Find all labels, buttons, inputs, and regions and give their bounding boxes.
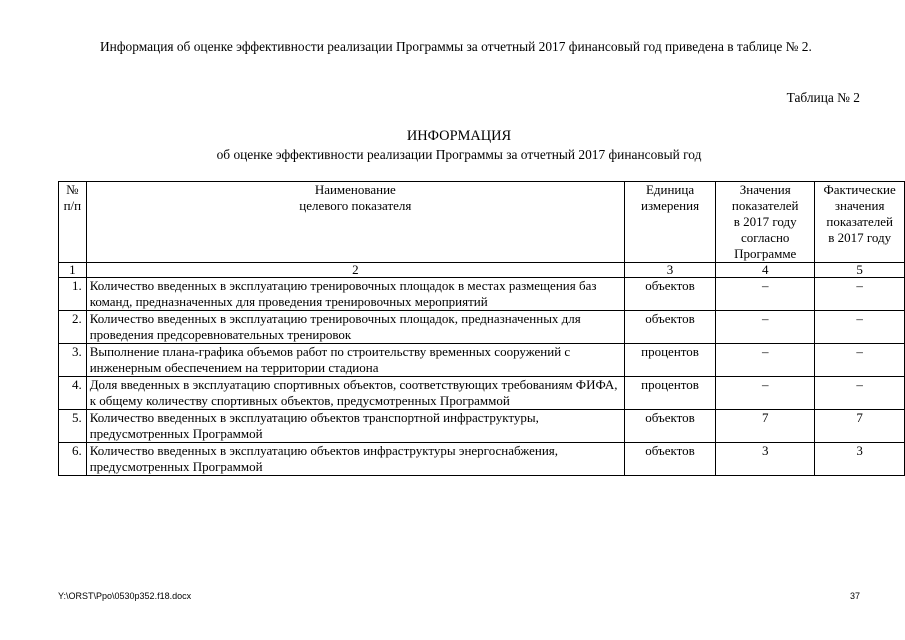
fact-value: – xyxy=(815,311,905,344)
column-index-row xyxy=(59,263,905,278)
indicator-name: Количество введенных в эксплуатацию объектов инфраструктуры энергоснабжения, предусмотренных Программой xyxy=(86,443,624,476)
column-index: 3 xyxy=(624,263,715,278)
header-unit-line1: Единица xyxy=(645,182,695,197)
header-fact-values xyxy=(815,182,905,263)
table-title: ИНФОРМАЦИЯ xyxy=(406,128,512,144)
table-row xyxy=(59,344,905,377)
plan-value: – xyxy=(716,311,815,344)
plan-value: 7 xyxy=(716,410,815,443)
unit-cell: объектов xyxy=(624,410,715,443)
indicator-name: Выполнение плана-графика объемов работ по строительству временных сооружений с инженерным обеспечением на территории стадиона xyxy=(86,344,624,377)
plan-value: – xyxy=(716,278,815,311)
table-header-row xyxy=(59,182,905,263)
fact-value: – xyxy=(815,278,905,311)
header-plan-line1: Значения xyxy=(739,182,791,197)
unit-cell: процентов xyxy=(624,344,715,377)
header-fact-line1: Фактические xyxy=(823,182,896,197)
table-number-label: Таблица № 2 xyxy=(786,90,860,105)
header-plan-line4: согласно xyxy=(741,230,790,245)
header-plan-line5: Программе xyxy=(734,246,797,261)
indicator-name: Количество введенных в эксплуатацию тренировочных площадок в местах размещения баз команд, предназначенных для проведения тренировочных мероприятий xyxy=(86,278,624,311)
table-row xyxy=(59,278,905,311)
header-plan-line2: показателей xyxy=(731,198,799,213)
header-unit-line2: измерения xyxy=(641,198,700,213)
header-fact-line2: значения xyxy=(834,198,885,213)
header-name-line1: Наименование xyxy=(314,182,396,197)
row-number: 4. xyxy=(59,377,87,410)
unit-cell: объектов xyxy=(624,443,715,476)
unit-cell: процентов xyxy=(624,377,715,410)
intro-paragraph: Информация об оценке эффективности реализации Программы за отчетный 2017 финансовый год приведена в таблице № 2. xyxy=(100,39,812,54)
header-plan-values xyxy=(716,182,815,263)
column-index: 2 xyxy=(86,263,624,278)
indicator-name: Доля введенных в эксплуатацию спортивных объектов, соответствующих требованиям ФИФА, к общему количеству спортивных объектов, предусмотренных Программой xyxy=(86,377,624,410)
page-number: 37 xyxy=(849,591,860,601)
table-row xyxy=(59,377,905,410)
fact-value: – xyxy=(815,377,905,410)
header-plan-line3: в 2017 году xyxy=(733,214,797,229)
column-index: 1 xyxy=(59,263,87,278)
file-path: Y:\ORST\Ppo\0530p352.f18.docx xyxy=(58,591,192,601)
header-fact-line3: показателей xyxy=(826,214,893,229)
plan-value: – xyxy=(716,344,815,377)
column-index: 4 xyxy=(716,263,815,278)
indicators-table xyxy=(58,181,905,476)
header-fact-line4: в 2017 году xyxy=(828,230,892,245)
fact-value: 3 xyxy=(815,443,905,476)
indicator-name: Количество введенных в эксплуатацию тренировочных площадок, предназначенных для проведения предсоревновательных тренировок xyxy=(86,311,624,344)
column-index: 5 xyxy=(815,263,905,278)
plan-value: 3 xyxy=(716,443,815,476)
table-row xyxy=(59,311,905,344)
row-number: 2. xyxy=(59,311,87,344)
header-number xyxy=(59,182,87,263)
header-number-line2: п/п xyxy=(63,198,82,213)
row-number: 3. xyxy=(59,344,87,377)
header-number-line1: № xyxy=(66,182,79,197)
row-number: 6. xyxy=(59,443,87,476)
plan-value: – xyxy=(716,377,815,410)
header-name-line2: целевого показателя xyxy=(299,198,412,213)
unit-cell: объектов xyxy=(624,311,715,344)
table-row xyxy=(59,443,905,476)
row-number: 5. xyxy=(59,410,87,443)
indicator-name: Количество введенных в эксплуатацию объектов транспортной инфраструктуры, предусмотренных Программой xyxy=(86,410,624,443)
fact-value: 7 xyxy=(815,410,905,443)
header-indicator-name xyxy=(86,182,624,263)
header-unit xyxy=(624,182,715,263)
table-row xyxy=(59,410,905,443)
unit-cell: объектов xyxy=(624,278,715,311)
fact-value: – xyxy=(815,344,905,377)
row-number: 1. xyxy=(59,278,87,311)
table-subtitle: об оценке эффективности реализации Программы за отчетный 2017 финансовый год xyxy=(216,147,702,162)
